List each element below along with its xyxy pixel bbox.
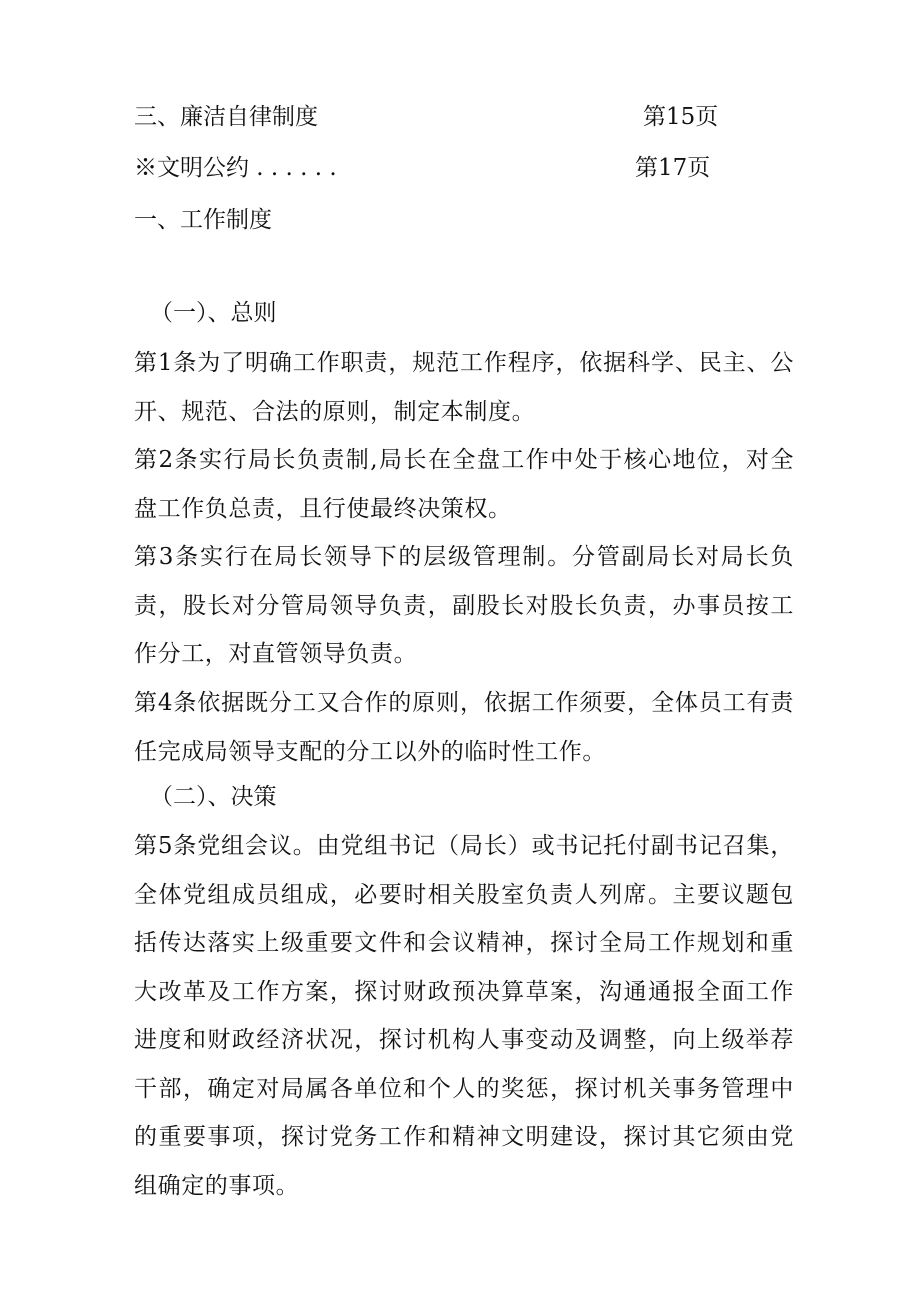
subsection-heading-decision: （二）、决策 [150,784,277,810]
subsection-heading-general: （一）、总则 [150,300,277,326]
toc-entry-page: 第15页 [643,104,719,130]
article-5: 第5条党组会议。由党组书记（局长）或书记托付副书记召集，全体党组成员组成，必要时相关股室负责人列席。主要议题包括传达落实上级重要文件和会议精神，探讨全局工作规划和重大改革及工作方案，探讨财政预决算草案，沟通通报全面工作进度和财政经济状况，探讨机构人事变动及调整，向上级举荐干部，确定对局属各单位和个人的奖惩，探讨机关事务管理中的重要事项，探讨党务工作和精神文明建设，探讨其它须由党组确定的事项。 [134,833,794,1199]
toc-entry-page: 第17页 [635,155,711,181]
article-4: 第4条依据既分工又合作的原则，依据工作须要，全体员工有责任完成局领导支配的分工以外的临时性工作。 [134,690,794,765]
toc-entry-title: 三、廉洁自律制度 [134,104,318,130]
toc-entry-title: ※文明公约 . . . . . . [134,155,337,181]
article-3: 第3条实行在局长领导下的层级管理制。分管副局长对局长负责，股长对分管局领导负责，副股长对股长负责，办事员按工作分工，对直管领导负责。 [134,544,794,667]
section-heading: 一、工作制度 [134,207,272,233]
article-1: 第1条为了明确工作职责，规范工作程序，依据科学、民主、公开、规范、合法的原则，制定本制度。 [134,350,794,425]
article-2: 第2条实行局长负责制,局长在全盘工作中处于核心地位，对全盘工作负总责，且行使最终决策权。 [134,447,794,522]
